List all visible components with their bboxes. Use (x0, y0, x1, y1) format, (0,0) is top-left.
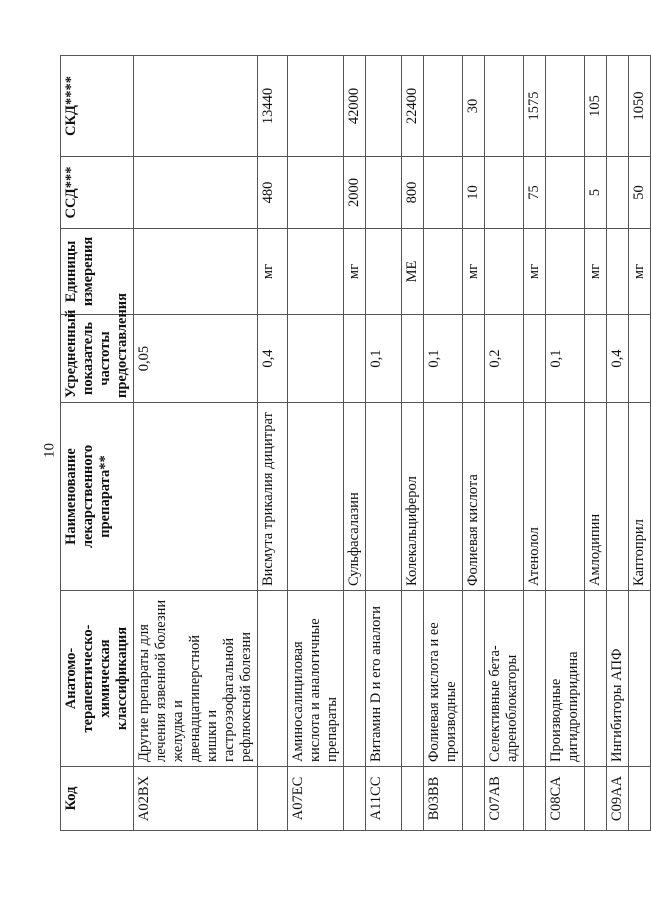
cell-frequency: 0,4 (258, 315, 288, 403)
cell-skd: 30 (463, 56, 485, 157)
cell-drug (424, 403, 463, 591)
table-row (546, 56, 585, 831)
cell-atc: Селективные бета-адреноблокаторы (485, 591, 524, 767)
cell-ssd: 2000 (344, 157, 366, 229)
cell-drug: Фолиевая кислота (463, 403, 485, 591)
cell-unit: мг (344, 229, 366, 315)
header-code: Код (61, 767, 134, 831)
cell-frequency (629, 315, 651, 403)
cell-skd (134, 56, 258, 157)
table-row (607, 56, 629, 831)
cell-drug: Колекальциферол (402, 403, 424, 591)
cell-frequency (585, 315, 607, 403)
cell-atc (629, 591, 651, 767)
cell-ssd (366, 157, 402, 229)
cell-ssd (546, 157, 585, 229)
cell-unit (288, 229, 344, 315)
cell-frequency (463, 315, 485, 403)
cell-drug (485, 403, 524, 591)
cell-unit (424, 229, 463, 315)
cell-drug: Каптоприл (629, 403, 651, 591)
cell-drug: Атенолол (524, 403, 546, 591)
cell-unit: мг (629, 229, 651, 315)
cell-skd (288, 56, 344, 157)
cell-code (463, 767, 485, 831)
table-row (629, 56, 651, 831)
cell-unit (607, 229, 629, 315)
cell-ssd: 800 (402, 157, 424, 229)
table-row (463, 56, 485, 831)
cell-ssd: 10 (463, 157, 485, 229)
cell-unit: мг (463, 229, 485, 315)
cell-unit (366, 229, 402, 315)
cell-ssd (134, 157, 258, 229)
cell-drug (288, 403, 344, 591)
cell-drug: Амлодипин (585, 403, 607, 591)
cell-unit (485, 229, 524, 315)
table-row (585, 56, 607, 831)
cell-ssd (485, 157, 524, 229)
table-row (344, 56, 366, 831)
cell-ssd (607, 157, 629, 229)
cell-frequency (524, 315, 546, 403)
cell-unit (546, 229, 585, 315)
cell-skd: 1575 (524, 56, 546, 157)
cell-frequency (344, 315, 366, 403)
cell-atc: Другие препараты для лечения язвенной болезни желудка и двенадцатиперстной кишки и гастроэзофагальной рефлюксной болезни (134, 591, 258, 767)
cell-skd: 105 (585, 56, 607, 157)
cell-frequency: 0,1 (366, 315, 402, 403)
cell-atc (463, 591, 485, 767)
cell-drug (607, 403, 629, 591)
cell-code: A11CC (366, 767, 402, 831)
cell-atc: Аминосалициловая кислота и аналогичные препараты (288, 591, 344, 767)
cell-ssd: 50 (629, 157, 651, 229)
table-row (288, 56, 344, 831)
header-atc: Анатомо-терапевтическо-химическая классификация (61, 591, 134, 767)
cell-skd: 42000 (344, 56, 366, 157)
header-drug: Наименование лекарственного препарата** (61, 403, 134, 591)
cell-drug (366, 403, 402, 591)
cell-unit: МЕ (402, 229, 424, 315)
cell-code: C08CA (546, 767, 585, 831)
cell-skd (485, 56, 524, 157)
table-row (524, 56, 546, 831)
cell-code: C09AA (607, 767, 629, 831)
cell-ssd (288, 157, 344, 229)
cell-code (402, 767, 424, 831)
page-number: 10 (41, 443, 58, 458)
cell-drug: Сульфасалазин (344, 403, 366, 591)
header-frequency: Усредненный показатель частоты предоставления (61, 315, 134, 403)
cell-code (585, 767, 607, 831)
cell-frequency: 0,2 (485, 315, 524, 403)
cell-unit: мг (585, 229, 607, 315)
table-row (424, 56, 463, 831)
cell-skd: 13440 (258, 56, 288, 157)
table-row (485, 56, 524, 831)
cell-unit (134, 229, 258, 315)
cell-frequency (288, 315, 344, 403)
cell-code (344, 767, 366, 831)
cell-code: A07EC (288, 767, 344, 831)
cell-atc: Ингибиторы АПФ (607, 591, 629, 767)
cell-atc (402, 591, 424, 767)
cell-drug (134, 403, 258, 591)
cell-code: B03BB (424, 767, 463, 831)
cell-ssd: 5 (585, 157, 607, 229)
table-header-row (61, 56, 134, 831)
cell-frequency: 0,1 (424, 315, 463, 403)
table-row (402, 56, 424, 831)
cell-skd: 22400 (402, 56, 424, 157)
header-skd: СКД**** (61, 56, 134, 157)
cell-skd (424, 56, 463, 157)
cell-code (629, 767, 651, 831)
table-row (134, 56, 258, 831)
cell-skd (366, 56, 402, 157)
cell-atc (524, 591, 546, 767)
table-row (366, 56, 402, 831)
cell-skd (607, 56, 629, 157)
cell-frequency (402, 315, 424, 403)
cell-atc: Фолиевая кислота и ее производные (424, 591, 463, 767)
cell-ssd: 480 (258, 157, 288, 229)
cell-ssd: 75 (524, 157, 546, 229)
cell-drug: Висмута трикалия дицитрат (258, 403, 288, 591)
cell-atc: Производные дигидропиридина (546, 591, 585, 767)
cell-skd (546, 56, 585, 157)
cell-drug (546, 403, 585, 591)
table-row (258, 56, 288, 831)
cell-skd: 1050 (629, 56, 651, 157)
cell-atc: Витамин D и его аналоги (366, 591, 402, 767)
rotated-page (60, 56, 647, 831)
cell-code: A02BX (134, 767, 258, 831)
cell-code (258, 767, 288, 831)
cell-frequency: 0,05 (134, 315, 258, 403)
cell-code (524, 767, 546, 831)
cell-frequency: 0,1 (546, 315, 585, 403)
header-ssd: ССД*** (61, 157, 134, 229)
cell-ssd (424, 157, 463, 229)
cell-atc (585, 591, 607, 767)
drug-table (60, 55, 651, 831)
header-unit: Единицы измерения (61, 229, 134, 315)
cell-atc (258, 591, 288, 767)
cell-unit: мг (524, 229, 546, 315)
cell-code: C07AB (485, 767, 524, 831)
cell-atc (344, 591, 366, 767)
cell-unit: мг (258, 229, 288, 315)
cell-frequency: 0,4 (607, 315, 629, 403)
